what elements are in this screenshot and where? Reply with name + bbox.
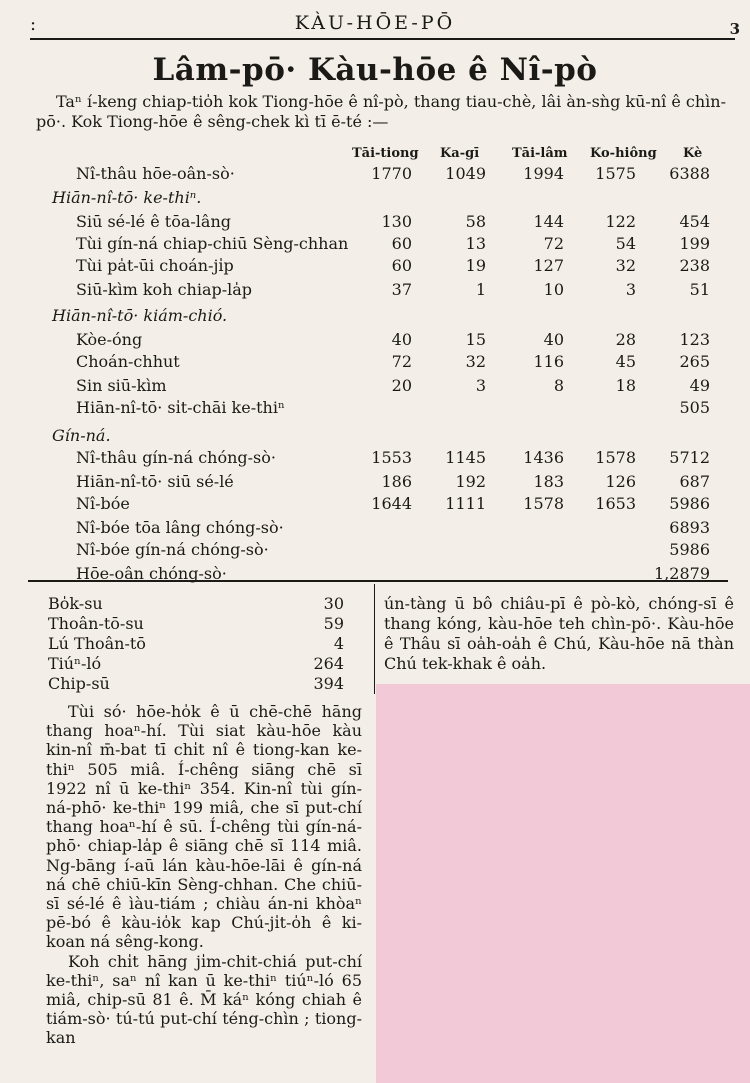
cell-value: 49 — [689, 376, 710, 395]
cell-value: 1111 — [445, 494, 486, 513]
cell-value: 1575 — [595, 164, 636, 183]
table-row — [0, 212, 750, 234]
table-row — [0, 494, 750, 516]
cell-value: 72 — [391, 352, 412, 371]
cell-value: 265 — [679, 352, 710, 371]
table-row — [0, 256, 750, 278]
stat-row — [48, 654, 348, 674]
minister-statistics — [48, 594, 348, 694]
table-section-heading — [0, 426, 750, 448]
cell-value: 45 — [615, 352, 636, 371]
cell-value: 687 — [679, 472, 710, 491]
cell-value: 40 — [391, 330, 412, 349]
table-section-heading — [0, 306, 750, 328]
cell-value: 28 — [615, 330, 636, 349]
stat-label: Chip-sū — [48, 674, 110, 693]
cell-value: 58 — [465, 212, 486, 231]
row-label: Nî-bóe — [76, 494, 130, 513]
cell-value: 1 — [475, 280, 486, 299]
intro-paragraph: Taⁿ í-keng chiap-tio̍h kok Tiong-hōe ê nî-pò, thang tiau-chè, lâi àn-sǹg kū-nî ê chìn-pō·. Kok Tiong-hōe ê sêng-chek kì tī ē-té :— — [36, 92, 726, 131]
cell-value: 6893 — [669, 518, 710, 537]
cell-value: 32 — [465, 352, 486, 371]
cell-value: 1644 — [371, 494, 412, 513]
stat-value: 264 — [313, 654, 344, 673]
cell-value: 1145 — [445, 448, 486, 467]
cell-value: 116 — [533, 352, 564, 371]
table-row — [0, 330, 750, 352]
cell-value: 454 — [679, 212, 710, 231]
section-label: Gín-ná. — [52, 426, 111, 445]
cell-value: 5986 — [669, 540, 710, 559]
section-rule — [28, 580, 728, 582]
table-row — [0, 564, 750, 586]
stat-row — [48, 594, 348, 614]
stat-label: Thoân-tō-su — [48, 614, 144, 633]
cell-value: 1553 — [371, 448, 412, 467]
stat-value: 59 — [323, 614, 344, 633]
cell-value: 54 — [615, 234, 636, 253]
body-column-left — [46, 702, 362, 1048]
table-row — [0, 234, 750, 256]
row-label: Hiān-nî-tō· siū sé-lé — [76, 472, 234, 491]
table-row — [0, 376, 750, 398]
table-row — [0, 398, 750, 420]
row-label: Nî-bóe gín-ná chóng-sò· — [76, 540, 269, 559]
cell-value: 123 — [679, 330, 710, 349]
stat-label: Tiúⁿ-ló — [48, 654, 102, 673]
stat-label: Lú Thoân-tō — [48, 634, 146, 653]
cell-value: 183 — [533, 472, 564, 491]
stat-value: 30 — [323, 594, 344, 613]
row-label: Nî-thâu gín-ná chóng-sò· — [76, 448, 276, 467]
cell-value: 15 — [465, 330, 486, 349]
article-title: Lâm-pō· Kàu-hōe ê Nî-pò — [152, 52, 598, 88]
row-label: Sin siū-kìm — [76, 376, 167, 395]
cell-value: 40 — [543, 330, 564, 349]
table-row — [0, 448, 750, 470]
row-label: Siū sé-lé ê tōa-lâng — [76, 212, 231, 231]
cell-value: 32 — [615, 256, 636, 275]
cell-value: 72 — [543, 234, 564, 253]
cell-value: 3 — [625, 280, 636, 299]
section-label: Hiān-nî-tō· ke-thiⁿ. — [52, 188, 202, 207]
stat-label: Bo̍k-su — [48, 594, 103, 613]
row-label: Hiān-nî-tō· si̍t-chāi ke-thiⁿ — [76, 398, 285, 417]
cell-value: 199 — [679, 234, 710, 253]
cell-value: 19 — [465, 256, 486, 275]
row-label: Nî-bóe tōa lâng chóng-sò· — [76, 518, 284, 537]
stat-row — [48, 614, 348, 634]
stat-row — [48, 634, 348, 654]
cell-value: 18 — [615, 376, 636, 395]
table-row — [0, 352, 750, 374]
cell-value: 1770 — [371, 164, 412, 183]
cell-value: 122 — [605, 212, 636, 231]
cell-value: 126 — [605, 472, 636, 491]
cell-value: 1578 — [595, 448, 636, 467]
page-number: 3 — [729, 20, 740, 38]
cell-value: 5712 — [669, 448, 710, 467]
body-paragraph: Koh chi̍t hāng ji̍m-chit-chiá put-chí ke-thiⁿ, saⁿ nî kan ū ke-thiⁿ tiúⁿ-ló 65 miâ, chip-sū 81 ê. M̄ káⁿ kóng chiah ê tiám-sò· tú-tú put-chí téng-chìn ; tiong-kan — [46, 951, 362, 1048]
row-label: Hōe-oân chóng-sò· — [76, 564, 227, 583]
cell-value: 37 — [391, 280, 412, 299]
cell-value: 10 — [543, 280, 564, 299]
column-header: Tāi-lâm — [512, 146, 568, 161]
cell-value: 20 — [391, 376, 412, 395]
stat-value: 394 — [313, 674, 344, 693]
cell-value: 186 — [381, 472, 412, 491]
cell-value: 505 — [679, 398, 710, 417]
table-row — [0, 540, 750, 562]
stat-value: 4 — [333, 634, 344, 653]
table-row — [0, 280, 750, 302]
cell-value: 13 — [465, 234, 486, 253]
header-rule — [30, 38, 735, 40]
column-header: Kè — [683, 146, 703, 161]
table-section-heading — [0, 188, 750, 210]
column-header: Ka-gī — [440, 146, 480, 161]
cell-value: 60 — [391, 234, 412, 253]
row-label: Choán-chhut — [76, 352, 180, 371]
cell-value: 6388 — [669, 164, 710, 183]
row-label: Nî-thâu hōe-oân-sò· — [76, 164, 235, 183]
cell-value: 1578 — [523, 494, 564, 513]
pink-paper-patch — [376, 684, 750, 1083]
column-header: Tāi-tiong — [352, 146, 419, 161]
cell-value: 1653 — [595, 494, 636, 513]
table-row — [0, 472, 750, 494]
body-column-right: ún-tàng ū bô chiâu-pī ê pò-kò, chóng-sī ê thang kóng, kàu-hōe teh chìn-pō·. Kàu-hōe ê Thâu sī oa̍h-oa̍h ê Chú, Kàu-hōe nā thàn Chú tek-khak ê oa̍h. — [384, 594, 734, 673]
column-divider — [374, 584, 375, 694]
cell-value: 144 — [533, 212, 564, 231]
left-margin-mark: : — [30, 14, 37, 35]
cell-value: 51 — [689, 280, 710, 299]
stat-row — [48, 674, 348, 694]
cell-value: 1436 — [523, 448, 564, 467]
cell-value: 8 — [553, 376, 564, 395]
cell-value: 127 — [533, 256, 564, 275]
cell-value: 238 — [679, 256, 710, 275]
cell-value: 1,2879 — [654, 564, 710, 583]
cell-value: 1049 — [445, 164, 486, 183]
cell-value: 5986 — [669, 494, 710, 513]
cell-value: 3 — [475, 376, 486, 395]
row-label: Siū-kìm koh chiap-la̍p — [76, 280, 253, 299]
row-label: Kòe-óng — [76, 330, 143, 349]
row-label: Tùi pa̍t-ūi choán-ji̍p — [76, 256, 234, 275]
row-label: Tùi gín-ná chiap-chiū Sèng-chhan — [76, 234, 349, 253]
cell-value: 60 — [391, 256, 412, 275]
section-label: Hiān-nî-tō· kiám-chió. — [52, 306, 228, 325]
running-header: KÀU-HŌE-PŌ — [294, 12, 456, 34]
body-paragraph: Tùi só· hōe-ho̍k ê ū chē-chē hāng thang hoaⁿ-hí. Tùi siat kàu-hōe kàu kin-nî m̄-bat tī chi̍t nî ê tiong-kan ke-thiⁿ 505 miâ. Í-chêng siāng chē sī 1922 nî ū ke-thiⁿ 354. Kin-nî tùi gín-ná-phō· ke-thiⁿ 199 miâ, che sī put-chí thang hoaⁿ-hí ê sū. Í-chêng tùi gín-ná-phō· chiap-la̍p ê siāng chē sī 114 miâ. Ng-bāng í-aū lán kàu-hōe-lāi ê gín-ná ná chē chiū-kīn Sèng-chhan. Che chiū-sī sé-lé ê ìàu-tiám ; chiàu án-ni khòaⁿ pē-bó ê kàu-io̍k kap Chú-ji̍t-o̍h ê ki-koan ná sêng-kong. — [46, 702, 362, 952]
table-row — [0, 164, 750, 186]
column-header: Ko-hiông — [590, 146, 657, 161]
cell-value: 130 — [381, 212, 412, 231]
table-row — [0, 518, 750, 540]
cell-value: 192 — [455, 472, 486, 491]
cell-value: 1994 — [523, 164, 564, 183]
